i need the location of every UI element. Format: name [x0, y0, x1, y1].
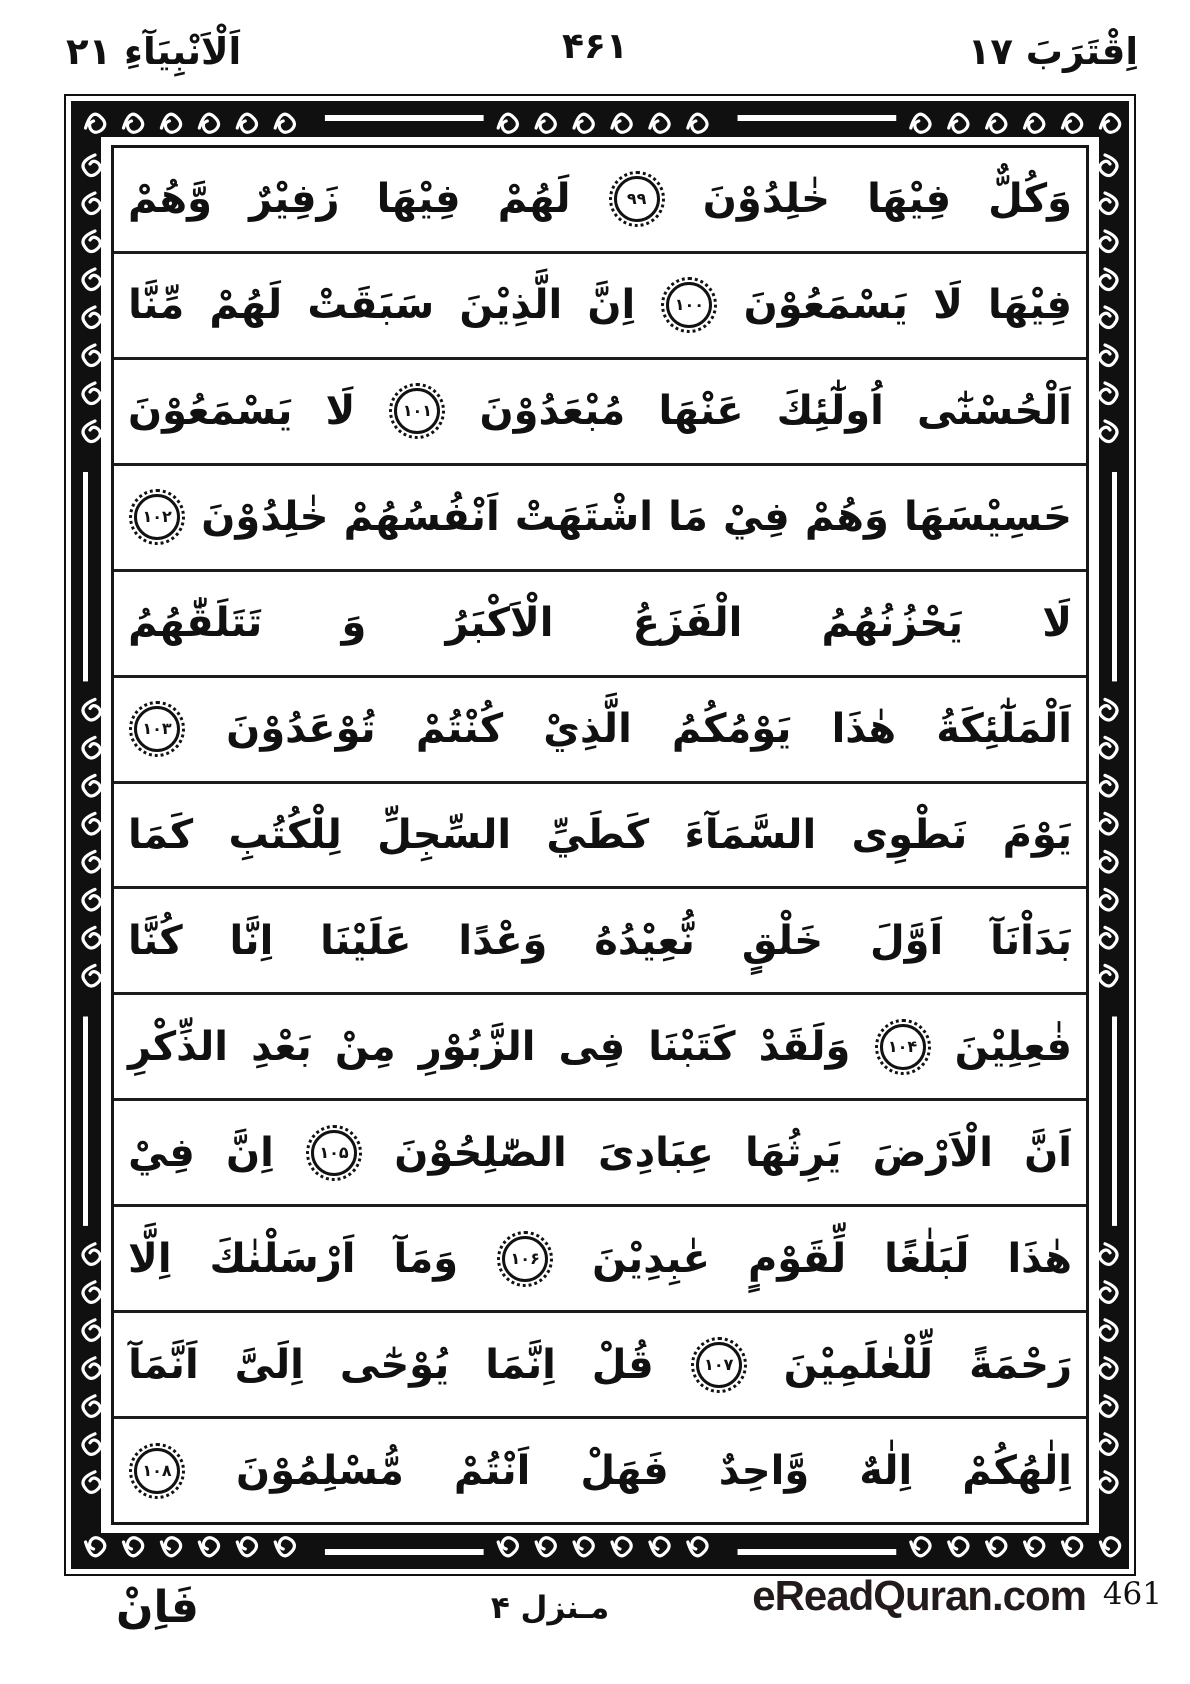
quran-word: زَفِيْرٌ	[249, 176, 340, 223]
quran-word: الزَّبُوْرِ	[418, 1023, 536, 1070]
quran-word: فِيْ	[128, 1129, 195, 1176]
ayah-marker-medallion: ۱۰۶	[502, 1236, 548, 1282]
quran-word: الْفَزَعُ	[632, 600, 743, 647]
quran-word: هٰذَا	[1007, 1235, 1072, 1282]
quran-word: فٰعِلِيْنَ	[954, 1023, 1072, 1070]
ayah-marker-medallion: ۱۰۵	[311, 1130, 357, 1176]
quran-word: فِى	[558, 1023, 626, 1070]
quran-word: كُنَّا	[128, 917, 183, 964]
ayah-marker-medallion: ۱۰۴	[880, 1024, 926, 1070]
mushaf-line	[114, 1098, 1086, 1204]
quran-word: مُبْعَدُوْنَ	[479, 388, 626, 435]
mushaf-line	[114, 251, 1086, 357]
quran-word: عٰبِدِيْنَ	[592, 1235, 710, 1282]
quran-word: اَلْمَلٰٓئِكَةُ	[936, 706, 1072, 753]
quran-word: لَهُمْ	[497, 176, 571, 223]
quran-word: الذِّكْرِ	[128, 1023, 229, 1070]
quran-word: تُوْعَدُوْنَ	[226, 706, 376, 753]
ornament-border-left-icon	[71, 137, 101, 1533]
quran-word: كَتَبْنَا	[648, 1023, 736, 1070]
quran-word: عَلَيْنَا	[320, 917, 412, 964]
ayah-marker-medallion: ۱۰۱	[394, 388, 440, 434]
quran-word: نُّعِيْدُهُ	[594, 917, 695, 964]
quran-word: لِّقَوْمٍ	[747, 1235, 847, 1282]
mushaf-line	[114, 1310, 1086, 1416]
quran-word: مَا	[668, 494, 708, 541]
quran-word: حَسِيْسَهَا	[904, 494, 1072, 541]
ayah-marker-medallion: ۱۰۳	[134, 706, 180, 752]
quran-word: اَنَّمَآ	[128, 1341, 199, 1388]
quran-word: لِّلْعٰلَمِيْنَ	[783, 1341, 934, 1388]
quran-word: اِلَىَّ	[234, 1341, 304, 1388]
juz-title: اِقْتَرَبَ ١٧	[967, 30, 1138, 73]
page-header	[0, 0, 1190, 94]
quran-word: يَوْمَ	[1002, 811, 1072, 858]
quran-word: وَ	[341, 600, 367, 647]
quran-word: كَطَيِّ	[546, 811, 650, 858]
catchword: فَاِنْ	[116, 1582, 199, 1633]
mushaf-line	[114, 1204, 1086, 1310]
quran-word: الصّٰلِحُوْنَ	[394, 1129, 567, 1176]
quran-word: يَرِثُهَا	[745, 1129, 842, 1176]
quran-word: تَتَلَقّٰهُمُ	[128, 600, 263, 647]
quran-word: لَا	[1042, 600, 1072, 647]
quran-word: يَسْمَعُوْنَ	[743, 282, 908, 329]
quran-word: اَنَّ	[1024, 1129, 1072, 1176]
quran-word: اِنَّ	[587, 282, 636, 329]
quran-word: وَّاحِدٌ	[718, 1447, 810, 1494]
quran-word: اَنْفُسُهُمْ	[343, 494, 500, 541]
quran-word: يَوْمُكُمُ	[671, 706, 792, 753]
quran-word: الَّذِيْ	[543, 706, 632, 753]
quran-word: نَطْوِى	[851, 811, 968, 858]
quran-word: اَوَّلَ	[869, 917, 944, 964]
quran-word: بَدَاْنَآ	[990, 917, 1072, 964]
quran-word: وَمَآ	[393, 1235, 459, 1282]
quran-word: وَهُمْ	[804, 494, 889, 541]
quran-word: يَحْزُنُهُمُ	[821, 600, 964, 647]
quran-word: الْاَرْضَ	[872, 1129, 993, 1176]
ayah-marker-medallion: ۱۰۸	[134, 1448, 180, 1494]
page-number: 461	[1102, 1576, 1162, 1612]
page-number-arabic: ۴۶۱	[562, 26, 628, 67]
ayah-marker-medallion: ۱۰۰	[666, 282, 712, 328]
quran-word: لِلْكُتُبِ	[228, 811, 342, 858]
ayah-marker-medallion: ۹۹	[614, 176, 660, 222]
ayah-marker-medallion: ۱۰۲	[134, 494, 180, 540]
quran-word: وَكُلٌّ	[988, 176, 1072, 223]
quran-word: اشْتَهَتْ	[514, 494, 653, 541]
quran-word: وَعْدًا	[458, 917, 548, 964]
quran-word: عِبَادِىَ	[597, 1129, 714, 1176]
quran-word: اِلَّا	[128, 1235, 172, 1282]
mushaf-line	[114, 675, 1086, 781]
quran-word: اِنَّمَا	[485, 1341, 556, 1388]
manzil-label: مـنزل ۴	[490, 1590, 610, 1626]
quran-word: اِلٰهٌ	[859, 1447, 913, 1494]
quran-word: فَهَلْ	[580, 1447, 669, 1494]
quran-word: وَلَقَدْ	[758, 1023, 851, 1070]
quran-word: عَنْهَا	[658, 388, 744, 435]
mushaf-line	[114, 886, 1086, 992]
quran-word: اِنَّا	[229, 917, 274, 964]
quran-word: السَّمَآءَ	[684, 811, 817, 858]
quran-word: مِّنَّا	[128, 282, 185, 329]
mushaf-lines	[111, 145, 1089, 1525]
quran-word: السِّجِلِّ	[377, 811, 512, 858]
quran-word: خٰلِدُوْنَ	[201, 494, 329, 541]
mushaf-line	[114, 148, 1086, 251]
quran-word: بَعْدِ	[251, 1023, 312, 1070]
mushaf-line	[114, 357, 1086, 463]
mushaf-line	[114, 781, 1086, 887]
quran-word: قُلْ	[591, 1341, 654, 1388]
quran-word: فِيْهَا	[867, 176, 952, 223]
mushaf-line	[114, 992, 1086, 1098]
quran-word: كَمَا	[128, 811, 194, 858]
quran-word: مُّسْلِمُوْنَ	[236, 1447, 404, 1494]
mushaf-frame-inner	[71, 101, 1129, 1569]
quran-word: الَّذِيْنَ	[459, 282, 563, 329]
quran-word: لَهُمْ	[209, 282, 283, 329]
ornament-border-bottom-icon	[71, 1533, 1129, 1569]
quran-word: خٰلِدُوْنَ	[702, 176, 830, 223]
mushaf-line	[114, 1416, 1086, 1522]
quran-word: الْاَكْبَرُ	[445, 600, 554, 647]
quran-word: وَّهُمْ	[128, 176, 212, 223]
quran-word: لَبَلٰغًا	[884, 1235, 970, 1282]
quran-word: اِلٰهُكُمْ	[962, 1447, 1072, 1494]
ornament-border-top-icon	[71, 101, 1129, 137]
brand-watermark: eReadQuran.com	[752, 1572, 1086, 1619]
quran-word: رَحْمَةً	[969, 1341, 1072, 1388]
quran-word: خَلْقٍ	[741, 917, 824, 964]
mushaf-line	[114, 569, 1086, 675]
quran-word: كُنْتُمْ	[415, 706, 504, 753]
mushaf-line	[114, 463, 1086, 569]
quran-word: يَسْمَعُوْنَ	[128, 388, 293, 435]
quran-word: هٰذَا	[831, 706, 897, 753]
quran-word: اِنَّ	[225, 1129, 274, 1176]
surah-title: اَلْاَنْبِيَآءِ ٢١	[66, 30, 242, 73]
quran-word: اَلْحُسْنٰٓى	[916, 388, 1072, 435]
quran-word: اَنْتُمْ	[453, 1447, 531, 1494]
quran-word: فِيْهَا	[376, 176, 461, 223]
quran-word: اَرْسَلْنٰكَ	[209, 1235, 356, 1282]
quran-word: فِيْ	[723, 494, 790, 541]
quran-word: فِيْهَا	[988, 282, 1072, 329]
mushaf-frame	[64, 94, 1136, 1576]
quran-word: مِنْ	[334, 1023, 396, 1070]
ayah-marker-medallion: ۱۰۷	[696, 1342, 742, 1388]
quran-word: لَا	[325, 388, 356, 435]
ornament-border-right-icon	[1099, 137, 1129, 1533]
quran-word: يُوْحٰٓى	[339, 1341, 450, 1388]
quran-word: سَبَقَتْ	[307, 282, 435, 329]
quran-word: لَا	[933, 282, 963, 329]
quran-word: اُولٰٓئِكَ	[776, 388, 884, 435]
